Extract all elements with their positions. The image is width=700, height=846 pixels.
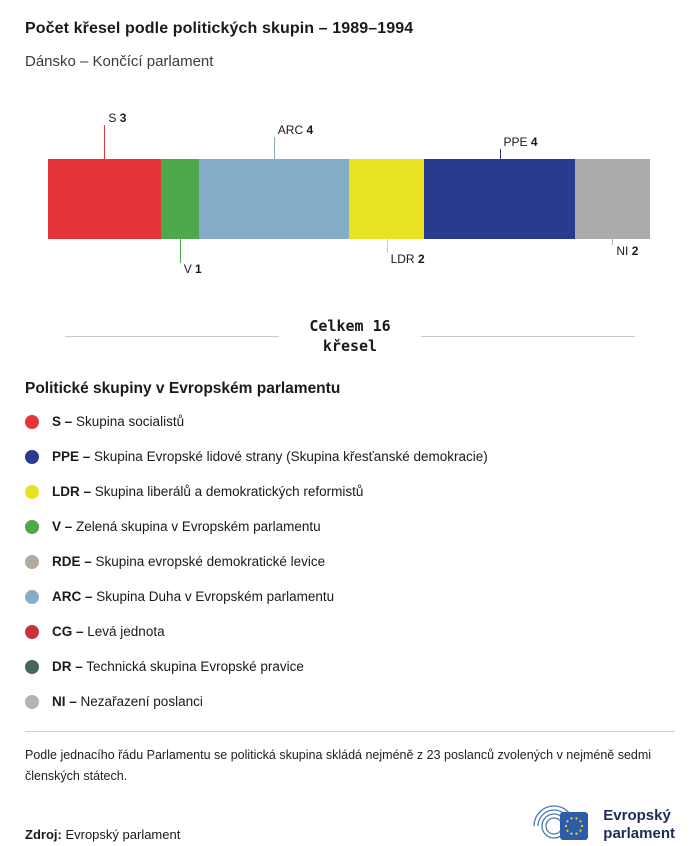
bar-label-ldr — [387, 239, 425, 266]
legend-item-ppe — [25, 439, 675, 474]
legend-item-ni — [25, 684, 675, 719]
total-seats-label — [309, 317, 390, 356]
bar-label-v — [180, 239, 202, 276]
bar-segment-v — [161, 159, 199, 239]
bar-label-tick — [612, 239, 613, 245]
bar-label-ni — [612, 239, 638, 258]
ep-logo[interactable] — [530, 804, 675, 846]
legend-color-dot — [25, 520, 39, 534]
ep-logo-text-line2: parlament — [603, 824, 675, 842]
total-rule-right — [421, 336, 635, 337]
ep-logo-text-line1: Evropský — [603, 807, 671, 825]
bar-segment-ppe — [424, 159, 575, 239]
bar-label-tick — [274, 137, 275, 159]
legend-item-arc — [25, 579, 675, 614]
bar-segment-s — [48, 159, 161, 239]
footnote-section — [25, 731, 675, 788]
legend-color-dot — [25, 695, 39, 709]
legend-item-label: CG – Levá jednota — [52, 624, 165, 639]
ep-logo-icon — [530, 804, 594, 846]
legend-color-dot — [25, 625, 39, 639]
legend-item-rde — [25, 544, 675, 579]
total-seats-line2: křesel — [322, 336, 378, 355]
legend-item-cg — [25, 614, 675, 649]
legend-item-s — [25, 404, 675, 439]
bar-label-text: LDR 2 — [390, 252, 425, 266]
legend-color-dot — [25, 485, 39, 499]
bar-label-tick — [104, 125, 105, 159]
total-seats-line1: Celkem 16 — [309, 317, 391, 335]
footer-row — [25, 804, 675, 846]
bar-label-text: S 3 — [108, 111, 127, 125]
bar-label-tick — [500, 149, 501, 159]
total-rule-left — [65, 336, 279, 337]
bar-label-s — [104, 112, 126, 159]
legend-heading: Politické skupiny v Evropském parlamentu — [25, 380, 341, 397]
total-seats — [65, 317, 635, 356]
source-value: Evropský parlament — [65, 826, 181, 842]
bar-label-ppe — [500, 136, 538, 159]
legend-item-label: LDR – Skupina liberálů a demokratických reformistů — [52, 484, 364, 499]
legend-item-label: V – Zelená skupina v Evropském parlamentu — [52, 519, 321, 534]
seat-chart — [0, 111, 700, 289]
legend-item-label: DR – Technická skupina Evropské pravice — [52, 659, 304, 674]
legend-color-dot — [25, 415, 39, 429]
legend-color-dot — [25, 450, 39, 464]
bar-label-text: PPE 4 — [503, 135, 538, 149]
bar-label-arc — [274, 124, 313, 159]
bar-label-text: NI 2 — [616, 244, 639, 258]
footnote: Podle jednacího řádu Parlamentu se politická skupina skládá nejméně z 23 poslanců zvolených v nejméně sedmi členských státech. — [25, 748, 652, 784]
legend-item-dr — [25, 649, 675, 684]
bar-label-tick — [387, 239, 388, 253]
legend-item-label: ARC – Skupina Duha v Evropském parlamentu — [52, 589, 335, 604]
page-title: Počet křesel podle politických skupin – 1989–1994 — [25, 20, 414, 37]
page-subtitle: Dánsko – Končící parlament — [25, 53, 214, 70]
legend — [25, 380, 675, 719]
ep-logo-text — [603, 807, 675, 842]
source-label: Zdroj: — [25, 826, 62, 842]
header — [25, 20, 675, 70]
legend-item-v — [25, 509, 675, 544]
legend-item-label: S – Skupina socialistů — [52, 414, 185, 429]
bar-label-tick — [180, 239, 181, 263]
bar-segment-ldr — [349, 159, 424, 239]
bar-label-text: V 1 — [183, 262, 202, 276]
legend-item-label: PPE – Skupina Evropské lidové strany (Skupina křesťanské demokracie) — [52, 449, 488, 464]
legend-color-dot — [25, 590, 39, 604]
legend-list — [25, 404, 675, 719]
legend-color-dot — [25, 555, 39, 569]
legend-color-dot — [25, 660, 39, 674]
source-line — [25, 827, 180, 846]
bar-label-text: ARC 4 — [277, 123, 314, 137]
bar-segment-ni — [575, 159, 650, 239]
legend-item-label: NI – Nezařazení poslanci — [52, 694, 203, 709]
legend-item-ldr — [25, 474, 675, 509]
bar-segment-arc — [199, 159, 350, 239]
stacked-bar — [48, 159, 650, 239]
legend-item-label: RDE – Skupina evropské demokratické levice — [52, 554, 326, 569]
